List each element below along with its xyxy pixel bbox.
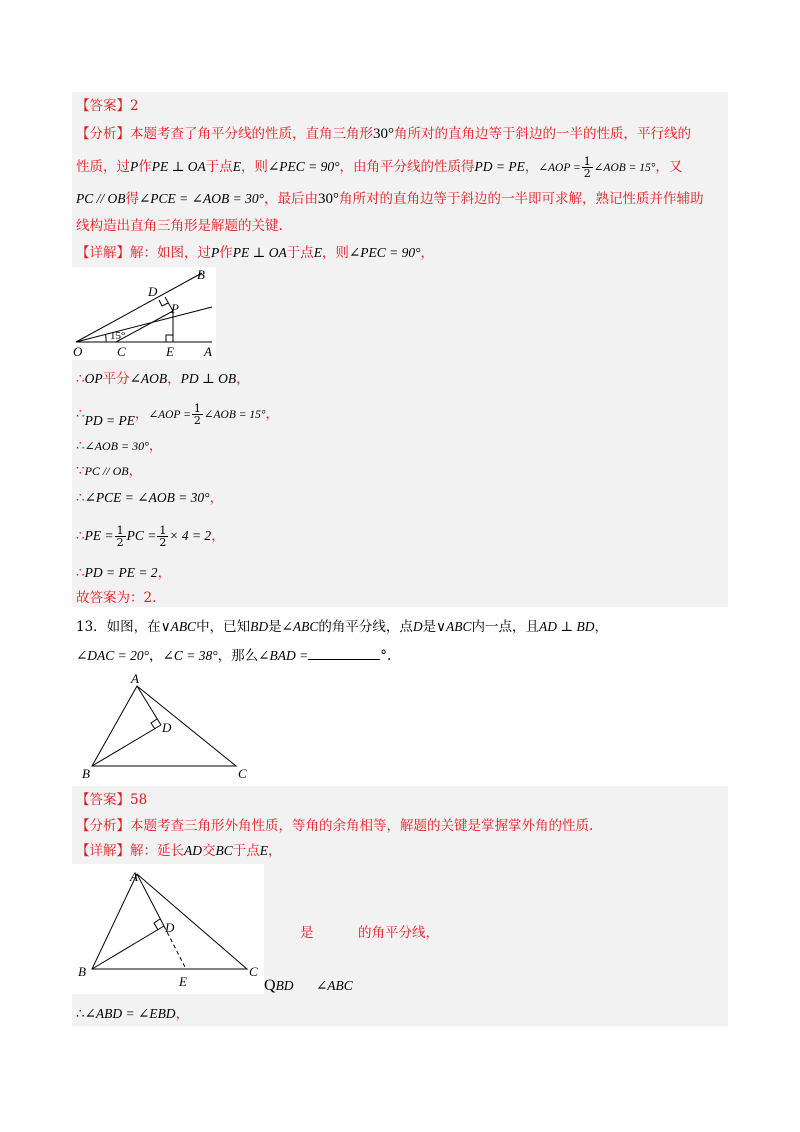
answer-blank (308, 645, 380, 660)
answer-line-1: 【答案】2 (76, 98, 139, 114)
step-line-6: ∴PE = $\frac{1}{2}$ PC = $\frac{1}{2}$ × 4 = 2， (76, 524, 225, 549)
step-line-2: ∴PD = PE，∠AOP = $\frac{1}{2}$ ∠AOB = 15°， (76, 402, 279, 428)
step-line-3: ∴∠AOB = 30°， (76, 438, 163, 454)
fraction-half: $\frac{1}{2}$ (583, 155, 591, 180)
label-P: P (171, 301, 179, 316)
step-line-1: ∴OP平分∠AOB，PD ⊥ OB， (76, 371, 250, 387)
label-angle-15: 15° (110, 330, 126, 342)
since-line: QBD (264, 977, 294, 994)
step-line-7: ∴PD = PE = 2， (76, 565, 172, 581)
label-C: C (238, 766, 247, 781)
analysis-line-1: 【分析】本题考查了角平分线的性质，直角三角形30°角所对的直角边等于斜边的一半的性质，平行线的 (76, 126, 691, 142)
label-D: D (165, 920, 175, 935)
label-B: B (82, 766, 90, 781)
detail-line-1: 【详解】解：如图，过P作PE ⊥ OA于点E，则∠PEC = 90°， (76, 245, 435, 261)
label-C: C (249, 964, 258, 979)
analysis-line-b2: 【分析】本题考查三角形外角性质，等角的余角相等，解题的关键是掌握掌外角的性质. (76, 818, 594, 834)
fraction-half: $\frac{1}{2}$ (159, 524, 167, 549)
label-C: C (117, 344, 126, 359)
label-E: E (179, 974, 187, 989)
label-D: D (148, 284, 158, 299)
label-B: B (78, 964, 86, 979)
label-O: O (73, 344, 83, 359)
figure-triangle-abc (76, 670, 266, 782)
label-A: A (204, 344, 212, 359)
label-E: E (166, 344, 174, 359)
step-line-4: ∵PC // OB， (76, 463, 143, 479)
step-line-b2: ∴∠ABD = ∠EBD， (76, 1006, 190, 1022)
answer-line-2: 【答案】58 (76, 792, 148, 808)
fraction-half: $\frac{1}{2}$ (193, 402, 201, 427)
detail-line-b2: 【详解】解：延长AD交BC于点E， (76, 843, 282, 859)
side-text-1: 是 (300, 925, 314, 941)
figure-angle-bisector (72, 267, 216, 360)
question-13-line-2: ∠DAC = 20°，∠C = 38°，那么∠BAD = °. (76, 645, 391, 666)
label-D: D (162, 720, 172, 735)
side-text-2: 的角平分线， (358, 925, 439, 941)
label-A: A (131, 671, 139, 686)
final-answer-1: 故答案为：2. (76, 590, 157, 606)
label-B: B (197, 267, 205, 282)
step-line-5: ∴∠PCE = ∠AOB = 30°， (76, 490, 224, 506)
fraction-half: $\frac{1}{2}$ (116, 524, 124, 549)
analysis-line-2: 性质，过P作PE ⊥ OA于点E，则∠PEC = 90°，由角平分线的性质得PD = PE，∠AOP = $\frac{1}{2}$ ∠AOB = 15°，又 (76, 155, 683, 180)
question-13-line-1: 13．如图，在∨ABC中，已知BD是∠ABC的角平分线，点D是∨ABC内一点，且AD ⊥ BD， (76, 619, 608, 635)
analysis-line-3: PC // OB得∠PCE = ∠AOB = 30°，最后由30°角所对的直角边等于斜边的一半即可求解，熟记性质并作辅助 (76, 191, 704, 207)
label-A: A (130, 869, 138, 884)
figure-triangle-extended (72, 864, 264, 994)
analysis-line-4: 线构造出直角三角形是解题的关键. (76, 218, 283, 234)
since-line-angle: ∠ABC (316, 978, 353, 993)
